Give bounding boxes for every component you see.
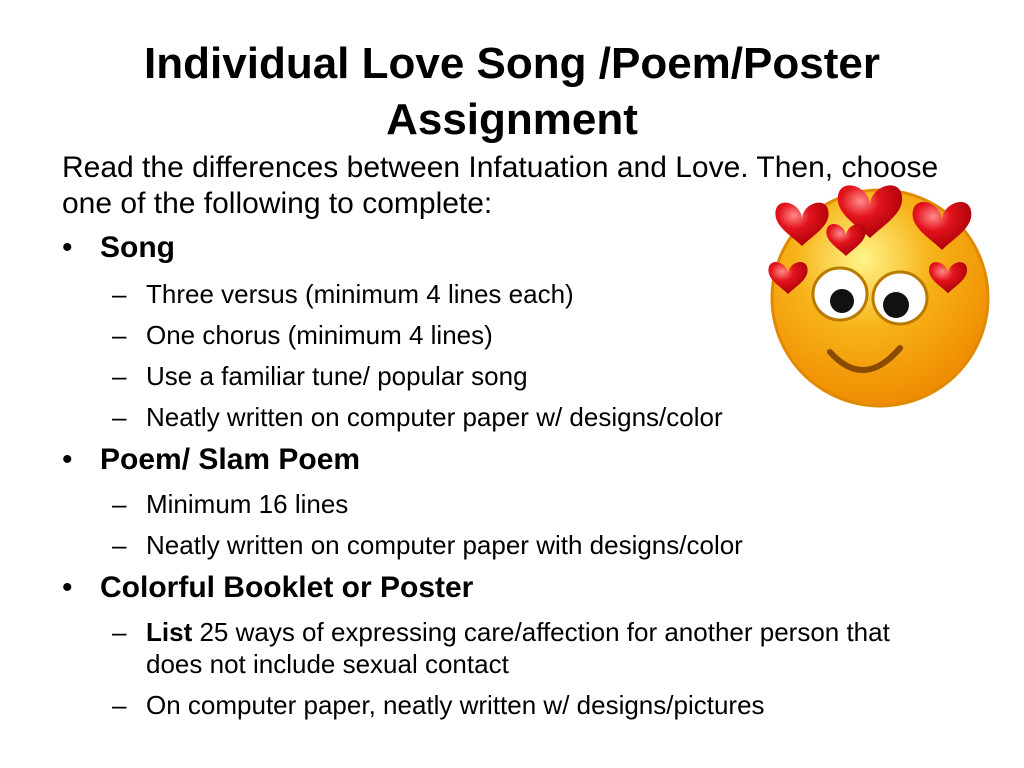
list-item: – Minimum 16 lines [112, 489, 349, 519]
slide-title: Individual Love Song /Poem/Poster Assignment [144, 39, 880, 144]
list-keyword: List [146, 617, 193, 647]
love-struck-smiley-icon [760, 184, 1000, 416]
list-item: – On computer paper, neatly written w/ designs/pictures [112, 690, 765, 720]
list-item: – List 25 ways of expressing care/affection for another person that does not include sexual contact [112, 617, 890, 679]
list-item: – Neatly written on computer paper with designs/color [112, 530, 743, 560]
left-pupil [830, 289, 854, 313]
section-booklet-heading: • Colorful Booklet or Poster [62, 571, 474, 604]
list-item: – Use a familiar tune/ popular song [112, 361, 528, 391]
section-poem-heading: • Poem/ Slam Poem [62, 443, 361, 476]
list-item: – Three versus (minimum 4 lines each) [112, 279, 574, 309]
section-song-heading: • Song [62, 231, 175, 264]
intro-text: Read the differences between Infatuation and Love. Then, choose one of the following to complete: [62, 151, 939, 220]
list-item: – Neatly written on computer paper w/ designs/color [112, 402, 723, 432]
list-item: – One chorus (minimum 4 lines) [112, 320, 493, 350]
right-pupil [883, 292, 909, 318]
